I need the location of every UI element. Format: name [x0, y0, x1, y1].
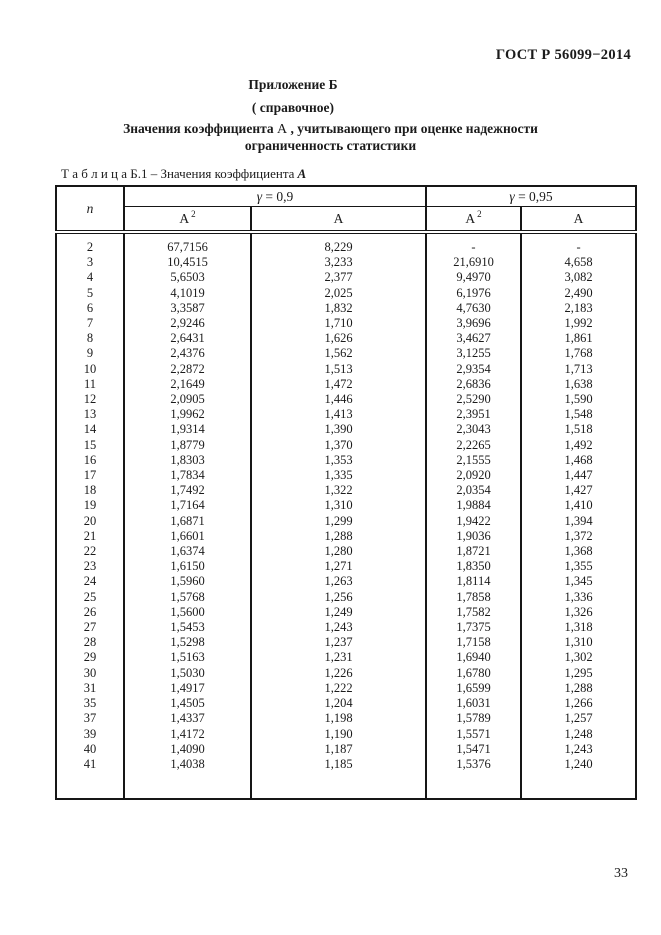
cell-a-squared-gamma095: 1,9422 [426, 514, 521, 529]
cell-a-squared-gamma095: 1,5789 [426, 711, 521, 726]
cell-a-squared-gamma095: 1,6780 [426, 666, 521, 681]
coefficient-table-spacer [56, 772, 636, 799]
cell-a-gamma095: 1,447 [521, 468, 636, 483]
table-row [56, 635, 636, 650]
table-row [56, 742, 636, 757]
cell-n: 9 [56, 346, 124, 361]
main-title-line-2: ограниченность статистики [244, 137, 417, 153]
gamma-value: = 0,95 [514, 188, 553, 204]
cell-a-squared-gamma095: 1,6031 [426, 696, 521, 711]
cell-n: 10 [56, 362, 124, 377]
cell-a-squared-gamma09: 1,8779 [124, 438, 251, 453]
cell-a-gamma095: 1,240 [521, 757, 636, 772]
cell-n: 27 [56, 620, 124, 635]
cell-a-squared-gamma09: 1,6601 [124, 529, 251, 544]
cell-a-gamma095: 1,590 [521, 392, 636, 407]
cell-a-squared-gamma095: 3,9696 [426, 316, 521, 331]
table-row [56, 650, 636, 665]
cell-a-gamma09: 1,413 [251, 407, 426, 422]
cell-a-gamma09: 1,710 [251, 316, 426, 331]
cell-a-squared-gamma09: 1,6150 [124, 559, 251, 574]
appendix-heading: Приложение Б [248, 77, 338, 92]
gamma-symbol: γ [256, 188, 263, 204]
cell-a-squared-gamma095: 2,1555 [426, 453, 521, 468]
table-row [56, 696, 636, 711]
main-title-text-2: , учитывающего при оценке надежности [287, 121, 538, 136]
cell-a-squared-gamma09: 4,1019 [124, 286, 251, 301]
cell-a-squared-gamma09: 1,4090 [124, 742, 251, 757]
cell-a-gamma095: 1,410 [521, 498, 636, 513]
header-a-gamma095: А [521, 207, 636, 233]
cell-a-gamma09: 1,243 [251, 620, 426, 635]
cell-a-squared-gamma095: 1,7858 [426, 590, 521, 605]
cell-n: 40 [56, 742, 124, 757]
main-title [0, 121, 661, 153]
cell-a-gamma095: 1,266 [521, 696, 636, 711]
cell-a-gamma095: 1,992 [521, 316, 636, 331]
sub-header-row [56, 207, 636, 233]
cell-a-gamma09: 1,446 [251, 392, 426, 407]
table-row [56, 605, 636, 620]
cell-n: 22 [56, 544, 124, 559]
cell-a-gamma095: 1,318 [521, 620, 636, 635]
gamma-symbol: γ [509, 188, 515, 204]
cell-a-squared-gamma09: 1,5030 [124, 666, 251, 681]
cell-a-gamma095: 1,768 [521, 346, 636, 361]
cell-a-gamma09: 1,472 [251, 377, 426, 392]
cell-a-gamma09: 1,271 [251, 559, 426, 574]
table-row [56, 620, 636, 635]
coefficient-table [55, 185, 637, 800]
cell-a-gamma09: 1,310 [251, 498, 426, 513]
gamma-value: = 0,9 [262, 188, 294, 204]
cell-a-squared-gamma095: 3,1255 [426, 346, 521, 361]
cell-a-gamma09: 1,335 [251, 468, 426, 483]
cell-a-squared-gamma095: 2,0354 [426, 483, 521, 498]
table-row [56, 666, 636, 681]
cell-n: 29 [56, 650, 124, 665]
cell-a-squared-gamma095: 1,6599 [426, 681, 521, 696]
cell-a-gamma09: 1,249 [251, 605, 426, 620]
cell-a-gamma095: 1,861 [521, 331, 636, 346]
cell-a-squared-gamma095: 1,9036 [426, 529, 521, 544]
cell-a-gamma095: 1,518 [521, 422, 636, 437]
cell-n: 17 [56, 468, 124, 483]
header-group-gamma-095 [426, 186, 636, 207]
cell-a-gamma095: 1,302 [521, 650, 636, 665]
table-row [56, 468, 636, 483]
table-row [56, 438, 636, 453]
main-title-text-1: Значения коэффициента [123, 121, 278, 136]
group-header-row [56, 186, 636, 207]
cell-a-squared-gamma09: 1,5960 [124, 574, 251, 589]
cell-a-gamma095: 1,243 [521, 742, 636, 757]
table-row [56, 255, 636, 270]
cell-a-squared-gamma09: 1,5768 [124, 590, 251, 605]
cell-a-squared-gamma095: 1,9884 [426, 498, 521, 513]
cell-a-squared-gamma09: 1,4172 [124, 727, 251, 742]
table-row [56, 544, 636, 559]
cell-a-squared-gamma09: 1,4917 [124, 681, 251, 696]
cell-a-gamma095: 1,345 [521, 574, 636, 589]
table-row [56, 681, 636, 696]
table-row [56, 498, 636, 513]
table-row [56, 514, 636, 529]
cell-a-gamma09: 1,204 [251, 696, 426, 711]
cell-a-squared-gamma09: 1,7492 [124, 483, 251, 498]
cell-a-squared-gamma095: 4,7630 [426, 301, 521, 316]
cell-a-gamma095: 1,248 [521, 727, 636, 742]
cell-a-gamma09: 1,231 [251, 650, 426, 665]
cell-a-gamma09: 8,229 [251, 232, 426, 255]
table-row [56, 757, 636, 772]
cell-a-squared-gamma09: 2,9246 [124, 316, 251, 331]
cell-a-gamma09: 1,280 [251, 544, 426, 559]
cell-a-gamma09: 1,263 [251, 574, 426, 589]
table-row [56, 232, 636, 255]
cell-a-squared-gamma09: 1,9962 [124, 407, 251, 422]
cell-a-squared-gamma09: 1,5600 [124, 605, 251, 620]
header-group-gamma-09 [124, 186, 426, 207]
cell-a-gamma095: 1,336 [521, 590, 636, 605]
superscript-2: 2 [191, 209, 196, 219]
cell-n: 2 [56, 232, 124, 255]
page-number: 33 [614, 866, 628, 881]
cell-a-squared-gamma095: 2,9354 [426, 362, 521, 377]
cell-a-gamma095: 3,082 [521, 270, 636, 285]
cell-a-gamma09: 1,222 [251, 681, 426, 696]
cell-a-gamma095: 1,310 [521, 635, 636, 650]
table-row [56, 559, 636, 574]
cell-a-gamma09: 1,185 [251, 757, 426, 772]
cell-a-gamma095: 1,394 [521, 514, 636, 529]
cell-n: 26 [56, 605, 124, 620]
cell-a-gamma095: - [521, 232, 636, 255]
cell-n: 41 [56, 757, 124, 772]
cell-a-squared-gamma09: 2,4376 [124, 346, 251, 361]
table-row [56, 422, 636, 437]
cell-a-squared-gamma095: 1,5376 [426, 757, 521, 772]
cell-a-gamma095: 1,355 [521, 559, 636, 574]
cell-a-squared-gamma095: 3,4627 [426, 331, 521, 346]
cell-a-gamma095: 1,372 [521, 529, 636, 544]
cell-a-gamma095: 1,468 [521, 453, 636, 468]
table-row [56, 590, 636, 605]
cell-a-gamma095: 1,638 [521, 377, 636, 392]
cell-a-squared-gamma095: 2,3951 [426, 407, 521, 422]
cell-a-squared-gamma09: 1,6871 [124, 514, 251, 529]
table-row [56, 574, 636, 589]
table-row [56, 377, 636, 392]
cell-a-squared-gamma09: 1,4337 [124, 711, 251, 726]
cell-n: 5 [56, 286, 124, 301]
cell-a-gamma095: 2,183 [521, 301, 636, 316]
spacer-row [56, 772, 636, 799]
document-code: ГОСТ Р 56099−2014 [495, 47, 631, 63]
table-row [56, 392, 636, 407]
cell-a-gamma09: 1,562 [251, 346, 426, 361]
cell-a-squared-gamma095: 1,8350 [426, 559, 521, 574]
cell-a-gamma09: 1,198 [251, 711, 426, 726]
cell-a-gamma09: 1,226 [251, 666, 426, 681]
header-n: n [56, 186, 124, 232]
header-a-gamma09: А [251, 207, 426, 233]
table-row [56, 362, 636, 377]
cell-a-gamma09: 1,832 [251, 301, 426, 316]
cell-a-gamma09: 1,390 [251, 422, 426, 437]
cell-a-squared-gamma09: 2,0905 [124, 392, 251, 407]
cell-a-squared-gamma095: 2,2265 [426, 438, 521, 453]
cell-n: 13 [56, 407, 124, 422]
table-caption-text: Т а б л и ц а Б.1 – Значения коэффициента [61, 166, 295, 181]
cell-n: 23 [56, 559, 124, 574]
cell-n: 4 [56, 270, 124, 285]
cell-a-gamma09: 1,513 [251, 362, 426, 377]
cell-a-squared-gamma095: 1,7158 [426, 635, 521, 650]
cell-n: 18 [56, 483, 124, 498]
cell-n: 28 [56, 635, 124, 650]
cell-a-gamma09: 1,626 [251, 331, 426, 346]
table-row [56, 346, 636, 361]
cell-a-gamma09: 2,377 [251, 270, 426, 285]
cell-n: 31 [56, 681, 124, 696]
cell-a-squared-gamma09: 1,9314 [124, 422, 251, 437]
table-row [56, 301, 636, 316]
cell-n: 8 [56, 331, 124, 346]
table-row [56, 727, 636, 742]
cell-a-gamma09: 1,256 [251, 590, 426, 605]
table-row [56, 270, 636, 285]
cell-a-gamma09: 1,299 [251, 514, 426, 529]
cell-a-gamma09: 1,322 [251, 483, 426, 498]
cell-a-squared-gamma09: 2,6431 [124, 331, 251, 346]
cell-a-squared-gamma095: - [426, 232, 521, 255]
cell-a-squared-gamma095: 1,7582 [426, 605, 521, 620]
cell-a-squared-gamma09: 5,6503 [124, 270, 251, 285]
header-a-squared-gamma09: А $^2$ [124, 207, 251, 233]
cell-a-squared-gamma095: 6,1976 [426, 286, 521, 301]
cell-a-squared-gamma095: 1,5571 [426, 727, 521, 742]
cell-n: 14 [56, 422, 124, 437]
cell-a-squared-gamma09: 1,6374 [124, 544, 251, 559]
cell-n: 30 [56, 666, 124, 681]
coefficient-table-body [56, 232, 636, 772]
cell-a-gamma09: 1,353 [251, 453, 426, 468]
cell-a-gamma095: 1,368 [521, 544, 636, 559]
cell-a-squared-gamma095: 1,6940 [426, 650, 521, 665]
cell-a-gamma09: 1,370 [251, 438, 426, 453]
table-row [56, 483, 636, 498]
cell-a-gamma09: 1,288 [251, 529, 426, 544]
table-row [56, 407, 636, 422]
cell-n: 19 [56, 498, 124, 513]
cell-a-gamma095: 4,658 [521, 255, 636, 270]
cell-n: 15 [56, 438, 124, 453]
cell-n: 24 [56, 574, 124, 589]
table-row [56, 331, 636, 346]
cell-a-squared-gamma09: 10,4515 [124, 255, 251, 270]
cell-n: 35 [56, 696, 124, 711]
cell-a-squared-gamma095: 2,3043 [426, 422, 521, 437]
cell-a-squared-gamma09: 1,5163 [124, 650, 251, 665]
cell-n: 6 [56, 301, 124, 316]
cell-a-gamma09: 1,237 [251, 635, 426, 650]
header-a-squared-gamma095: А $^2$ [426, 207, 521, 233]
cell-a-squared-gamma09: 1,8303 [124, 453, 251, 468]
cell-a-gamma09: 1,187 [251, 742, 426, 757]
cell-a-gamma09: 2,025 [251, 286, 426, 301]
table-row [56, 286, 636, 301]
table-row [56, 529, 636, 544]
cell-a-squared-gamma095: 2,5290 [426, 392, 521, 407]
cell-a-squared-gamma09: 2,2872 [124, 362, 251, 377]
cell-n: 37 [56, 711, 124, 726]
cell-a-gamma095: 1,492 [521, 438, 636, 453]
cell-n: 16 [56, 453, 124, 468]
cell-a-squared-gamma095: 1,5471 [426, 742, 521, 757]
cell-a-gamma09: 1,190 [251, 727, 426, 742]
table-caption [61, 166, 306, 182]
cell-a-gamma095: 2,490 [521, 286, 636, 301]
table-caption-coefficient: А [297, 166, 307, 181]
coefficient-table-header [56, 186, 636, 232]
table-row [56, 316, 636, 331]
cell-a-squared-gamma095: 21,6910 [426, 255, 521, 270]
cell-a-squared-gamma095: 1,7375 [426, 620, 521, 635]
cell-a-squared-gamma09: 67,7156 [124, 232, 251, 255]
cell-a-squared-gamma09: 1,5298 [124, 635, 251, 650]
cell-n: 20 [56, 514, 124, 529]
cell-a-squared-gamma095: 1,8721 [426, 544, 521, 559]
cell-n: 39 [56, 727, 124, 742]
cell-n: 7 [56, 316, 124, 331]
superscript-2: 2 [477, 209, 482, 219]
cell-a-gamma095: 1,548 [521, 407, 636, 422]
cell-n: 3 [56, 255, 124, 270]
cell-a-squared-gamma095: 2,6836 [426, 377, 521, 392]
cell-a-squared-gamma095: 1,8114 [426, 574, 521, 589]
cell-a-squared-gamma095: 2,0920 [426, 468, 521, 483]
cell-a-squared-gamma095: 9,4970 [426, 270, 521, 285]
cell-n: 21 [56, 529, 124, 544]
cell-a-squared-gamma09: 1,4038 [124, 757, 251, 772]
cell-a-gamma095: 1,257 [521, 711, 636, 726]
cell-a-squared-gamma09: 2,1649 [124, 377, 251, 392]
cell-n: 25 [56, 590, 124, 605]
cell-n: 12 [56, 392, 124, 407]
cell-a-squared-gamma09: 1,7834 [124, 468, 251, 483]
coefficient-letter: А [277, 122, 288, 137]
cell-a-gamma095: 1,295 [521, 666, 636, 681]
cell-a-gamma095: 1,427 [521, 483, 636, 498]
cell-a-squared-gamma09: 1,7164 [124, 498, 251, 513]
cell-a-gamma095: 1,713 [521, 362, 636, 377]
cell-n: 11 [56, 377, 124, 392]
table-row [56, 711, 636, 726]
appendix-subheading: ( справочное) [251, 100, 335, 115]
cell-a-gamma09: 3,233 [251, 255, 426, 270]
cell-a-squared-gamma09: 1,5453 [124, 620, 251, 635]
table-row [56, 453, 636, 468]
cell-a-squared-gamma09: 1,4505 [124, 696, 251, 711]
cell-a-squared-gamma09: 3,3587 [124, 301, 251, 316]
cell-a-gamma095: 1,326 [521, 605, 636, 620]
cell-a-gamma095: 1,288 [521, 681, 636, 696]
